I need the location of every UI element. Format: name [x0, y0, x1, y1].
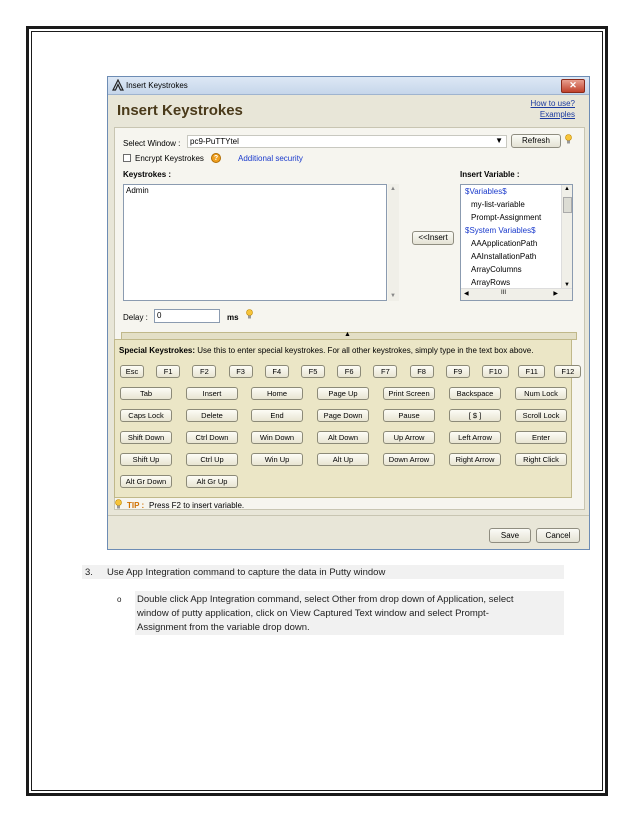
delay-value: 0: [157, 311, 162, 320]
step-number: 3.: [85, 567, 93, 578]
key-print-screen-button[interactable]: Print Screen: [383, 387, 435, 400]
scrollbar-thumb[interactable]: [563, 197, 572, 213]
lightbulb-icon: [115, 499, 122, 510]
key-win-up-button[interactable]: Win Up: [251, 453, 303, 466]
list-item[interactable]: AAApplicationPath: [471, 239, 538, 248]
examples-link[interactable]: Examples: [539, 110, 575, 119]
key-scroll-lock-button[interactable]: Scroll Lock: [515, 409, 567, 422]
special-keystrokes-heading: Special Keystrokes:: [119, 346, 196, 355]
keystrokes-textarea[interactable]: [123, 184, 387, 301]
key-num-lock-button[interactable]: Num Lock: [515, 387, 567, 400]
key-down-arrow-button[interactable]: Down Arrow: [383, 453, 435, 466]
scroll-down-icon: ▼: [390, 293, 396, 299]
keystrokes-scrollbar[interactable]: [388, 184, 399, 301]
key-f5-button[interactable]: F5: [301, 365, 325, 378]
key-right-arrow-button[interactable]: Right Arrow: [449, 453, 501, 466]
list-item[interactable]: AAInstallationPath: [471, 252, 537, 261]
key-f6-button[interactable]: F6: [337, 365, 361, 378]
delay-input[interactable]: [154, 309, 220, 323]
scroll-grip: III: [501, 290, 507, 296]
collapse-up-icon: ▲: [344, 331, 351, 338]
key--button[interactable]: [ $ ]: [449, 409, 501, 422]
key-esc-button[interactable]: Esc: [120, 365, 144, 378]
key-backspace-button[interactable]: Backspace: [449, 387, 501, 400]
select-window-dropdown[interactable]: [187, 135, 507, 148]
key-ctrl-up-button[interactable]: Ctrl Up: [186, 453, 238, 466]
key-right-click-button[interactable]: Right Click: [515, 453, 567, 466]
keystrokes-text: Admin: [126, 186, 149, 195]
key-end-button[interactable]: End: [251, 409, 303, 422]
key-alt-gr-up-button[interactable]: Alt Gr Up: [186, 475, 238, 488]
key-f8-button[interactable]: F8: [410, 365, 434, 378]
insert-button[interactable]: <<Insert: [412, 231, 454, 245]
list-item[interactable]: $System Variables$: [465, 226, 536, 235]
how-to-use-link[interactable]: How to use?: [530, 99, 575, 108]
keystrokes-label: Keystrokes :: [123, 170, 172, 179]
window-title: Insert Keystrokes: [126, 81, 188, 90]
key-pause-button[interactable]: Pause: [383, 409, 435, 422]
tip-text: Press F2 to insert variable.: [149, 501, 245, 510]
key-delete-button[interactable]: Delete: [186, 409, 238, 422]
divider: [108, 515, 589, 516]
key-f2-button[interactable]: F2: [192, 365, 216, 378]
key-caps-lock-button[interactable]: Caps Lock: [120, 409, 172, 422]
key-f10-button[interactable]: F10: [482, 365, 509, 378]
insert-variable-label: Insert Variable :: [460, 170, 520, 179]
scroll-down-icon: ▼: [564, 282, 570, 288]
key-page-up-button[interactable]: Page Up: [317, 387, 369, 400]
list-item[interactable]: my-list-variable: [471, 200, 525, 209]
chevron-down-icon: ▼: [495, 136, 503, 145]
special-keystrokes-desc: Use this to enter special keystrokes. For all other keystrokes, simply type in the text box above.: [197, 346, 534, 355]
key-f11-button[interactable]: F11: [518, 365, 545, 378]
key-shift-up-button[interactable]: Shift Up: [120, 453, 172, 466]
scroll-right-icon: ▶: [553, 291, 558, 297]
special-keystrokes-panel: [114, 339, 575, 498]
special-keystrokes-title: [119, 346, 533, 355]
key-f4-button[interactable]: F4: [265, 365, 289, 378]
save-button[interactable]: Save: [489, 528, 531, 543]
key-home-button[interactable]: Home: [251, 387, 303, 400]
list-item[interactable]: ArrayColumns: [471, 265, 522, 274]
bullet-glyph: o: [117, 595, 122, 604]
scroll-up-icon: ▲: [564, 186, 570, 192]
list-item[interactable]: ArrayRows: [471, 278, 511, 287]
list-item[interactable]: Prompt-Assignment: [471, 213, 542, 222]
select-window-label: Select Window :: [123, 139, 181, 148]
lightbulb-icon: [565, 134, 572, 145]
refresh-button[interactable]: Refresh: [511, 134, 561, 148]
key-shift-down-button[interactable]: Shift Down: [120, 431, 172, 444]
key-alt-up-button[interactable]: Alt Up: [317, 453, 369, 466]
scroll-up-icon: ▲: [390, 186, 396, 192]
help-icon[interactable]: ?: [211, 153, 221, 163]
key-tab-button[interactable]: Tab: [120, 387, 172, 400]
key-f1-button[interactable]: F1: [156, 365, 180, 378]
key-win-down-button[interactable]: Win Down: [251, 431, 303, 444]
cancel-button[interactable]: Cancel: [536, 528, 580, 543]
key-left-arrow-button[interactable]: Left Arrow: [449, 431, 501, 444]
key-alt-gr-down-button[interactable]: Alt Gr Down: [120, 475, 172, 488]
key-insert-button[interactable]: Insert: [186, 387, 238, 400]
bullet-line-3: Assignment from the variable drop down.: [137, 622, 310, 633]
delay-label: Delay :: [123, 313, 148, 322]
encrypt-keystrokes-label: Encrypt Keystrokes: [135, 154, 204, 163]
key-f12-button[interactable]: F12: [554, 365, 581, 378]
key-f7-button[interactable]: F7: [373, 365, 397, 378]
close-icon: ✕: [569, 80, 577, 90]
bullet-line-2: window of putty application, click on View Captured Text window and select Prompt-: [137, 608, 489, 619]
key-f9-button[interactable]: F9: [446, 365, 470, 378]
select-window-value: pc9-PuTTYtel: [190, 137, 239, 146]
lightbulb-icon: [246, 309, 253, 320]
delay-unit: ms: [227, 313, 239, 322]
insert-keystrokes-dialog: [107, 76, 590, 550]
key-enter-button[interactable]: Enter: [515, 431, 567, 444]
dialog-heading: Insert Keystrokes: [117, 102, 243, 119]
app-logo-icon: [112, 79, 124, 91]
key-ctrl-down-button[interactable]: Ctrl Down: [186, 431, 238, 444]
variable-list[interactable]: [460, 184, 573, 301]
tip-label: TIP :: [127, 501, 145, 510]
title-bar[interactable]: [108, 77, 589, 95]
step-text: Use App Integration command to capture the data in Putty window: [107, 567, 386, 578]
variable-list-vscrollbar[interactable]: [561, 185, 572, 289]
key-up-arrow-button[interactable]: Up Arrow: [383, 431, 435, 444]
additional-security-link[interactable]: Additional security: [238, 154, 303, 163]
encrypt-keystrokes-checkbox[interactable]: [123, 154, 131, 162]
close-button[interactable]: [561, 79, 585, 93]
key-f3-button[interactable]: F3: [229, 365, 253, 378]
scroll-left-icon: ◀: [464, 291, 469, 297]
list-item[interactable]: $Variables$: [465, 187, 507, 196]
bullet-line-1: Double click App Integration command, select Other from drop down of Application, select: [137, 594, 514, 605]
variable-list-hscrollbar[interactable]: [461, 288, 572, 300]
key-page-down-button[interactable]: Page Down: [317, 409, 369, 422]
key-alt-down-button[interactable]: Alt Down: [317, 431, 369, 444]
